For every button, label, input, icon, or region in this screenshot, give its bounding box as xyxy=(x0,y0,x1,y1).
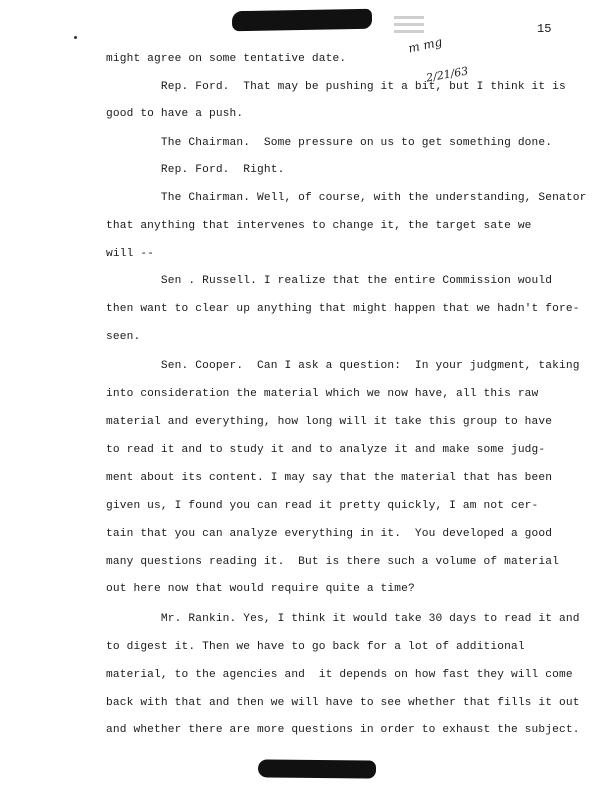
text-line: seen. xyxy=(106,331,141,343)
text-line: The Chairman. Some pressure on us to get something done. xyxy=(106,137,553,149)
text-line: Sen . Russell. I realize that the entire Commission would xyxy=(106,275,553,287)
handwritten-initials: m mg xyxy=(406,34,444,56)
text-line: back with that and then we will have to see whether that fills it out xyxy=(106,697,580,709)
text-line: tain that you can analyze everything in it. You developed a good xyxy=(106,528,553,540)
text-line: Rep. Ford. That may be pushing it a bit, but I think it is xyxy=(106,81,566,93)
text-line: many questions reading it. But is there such a volume of material xyxy=(106,556,559,568)
text-line: to read it and to study it and to analyze it and make some judg- xyxy=(106,444,546,456)
text-line: The Chairman. Well, of course, with the understanding, Senator xyxy=(106,192,587,204)
text-line: might agree on some tentative date. xyxy=(106,53,347,65)
redaction-bar-bottom xyxy=(258,759,376,778)
text-line: to digest it. Then we have to go back for a lot of additional xyxy=(106,641,525,653)
text-line: material and everything, how long will it take this group to have xyxy=(106,416,553,428)
text-line: and whether there are more questions in order to exhaust the subject. xyxy=(106,724,580,736)
text-line: into consideration the material which we now have, all this raw xyxy=(106,388,539,400)
text-line: Rep. Ford. Right. xyxy=(106,164,285,176)
page-number: 15 xyxy=(537,22,552,36)
handwritten-date: 2/21/63 xyxy=(425,64,470,85)
redaction-bar-top xyxy=(232,9,372,31)
text-line: that anything that intervenes to change it, the target sate we xyxy=(106,220,532,232)
text-line: ment about its content. I may say that the material that has been xyxy=(106,472,553,484)
text-line: given us, I found you can read it pretty quickly, I am not cer- xyxy=(106,500,539,512)
text-line: out here now that would require quite a time? xyxy=(106,583,415,595)
text-line: will -- xyxy=(106,248,155,260)
text-line: then want to clear up anything that might happen that we hadn't fore- xyxy=(106,303,580,315)
text-line: material, to the agencies and it depends on how fast they will come xyxy=(106,669,573,681)
text-line: Mr. Rankin. Yes, I think it would take 30 days to read it and xyxy=(106,613,580,625)
text-line: Sen. Cooper. Can I ask a question: In your judgment, taking xyxy=(106,360,580,372)
text-line: good to have a push. xyxy=(106,108,244,120)
scan-speck xyxy=(74,36,77,39)
